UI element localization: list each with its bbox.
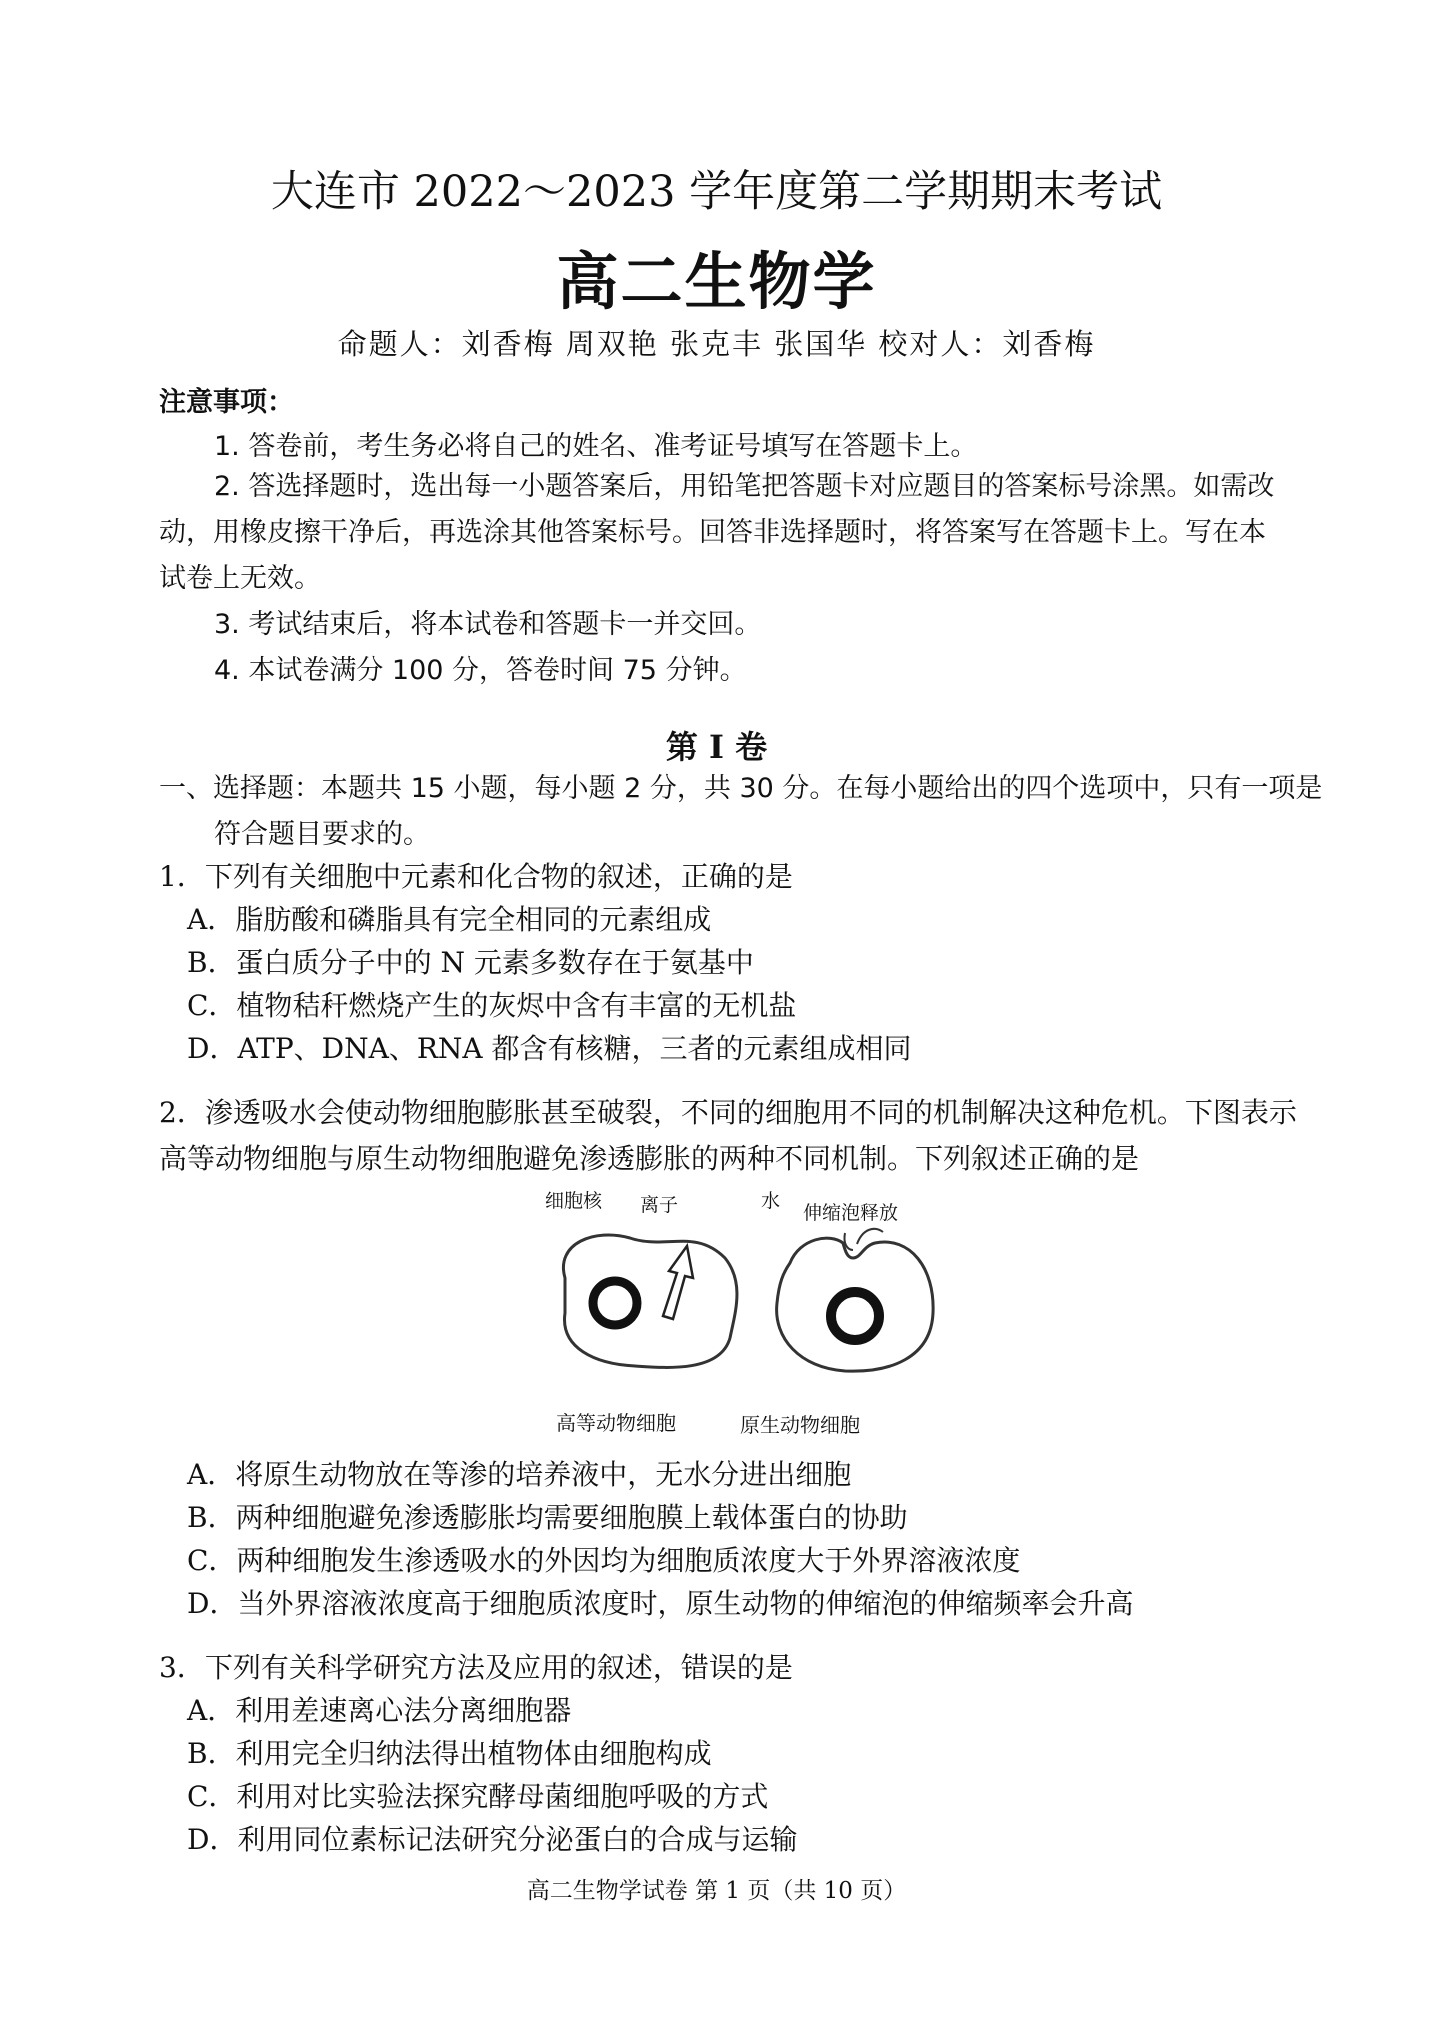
section-heading: 第 I 卷 [665, 728, 768, 766]
subject-title: 高二生物学 [556, 245, 877, 318]
protozoan-cell-outline [777, 1238, 934, 1371]
question-3-option-a: A．利用差速离心法分离细胞器 [187, 1694, 572, 1727]
question-1-option-a: A．脂肪酸和磷脂具有完全相同的元素组成 [187, 903, 712, 936]
notice-item-3: 3. 考试结束后，将本试卷和答题卡一并交回。 [214, 609, 762, 640]
question-1-stem: 1．下列有关细胞中元素和化合物的叙述，正确的是 [159, 860, 793, 893]
authors-line: 命题人：刘香梅 周双艳 张克丰 张国华 校对人：刘香梅 [337, 327, 1096, 361]
question-1-option-b: B．蛋白质分子中的 N 元素多数存在于氨基中 [187, 946, 754, 979]
question-3-stem: 3．下列有关科学研究方法及应用的叙述，错误的是 [159, 1651, 793, 1684]
label-vacuole-release: 伸缩泡释放 [803, 1202, 899, 1224]
question-2-option-a: A．将原生动物放在等渗的培养液中，无水分进出细胞 [187, 1458, 852, 1491]
question-2-stem: 2．渗透吸水会使动物细胞膨胀甚至破裂，不同的细胞用不同的机制解决这种危机。下图表示高等动物细胞与原生动物细胞避免渗透膨胀的两种不同机制。下列叙述正确的是 [159, 1096, 1297, 1175]
ion-arrow [663, 1246, 693, 1319]
question-2-option-c: C．两种细胞发生渗透吸水的外因均为细胞质浓度大于外界溶液浓度 [187, 1544, 1021, 1577]
label-nucleus: 细胞核 [545, 1190, 603, 1212]
question-2-option-b: B．两种细胞避免渗透膨胀均需要细胞膜上载体蛋白的协助 [187, 1501, 908, 1534]
question-3-option-b: B．利用完全归纳法得出植物体由细胞构成 [187, 1737, 712, 1770]
page-footer: 高二生物学试卷 第 1 页（共 10 页） [526, 1878, 907, 1904]
question-3-option-c: C．利用对比实验法探究酵母菌细胞呼吸的方式 [187, 1780, 769, 1813]
caption-protozoan-cell: 原生动物细胞 [740, 1413, 860, 1437]
exam-title: 大连市 2022～2023 学年度第二学期期末考试 [270, 167, 1163, 217]
question-2-option-d: D．当外界溶液浓度高于细胞质浓度时，原生动物的伸缩泡的伸缩频率会升高 [187, 1587, 1134, 1620]
question-3-option-d: D．利用同位素标记法研究分泌蛋白的合成与运输 [187, 1823, 798, 1856]
notice-item-4: 4. 本试卷满分 100 分，答卷时间 75 分钟。 [214, 655, 747, 686]
protozoan-cell-nucleus [831, 1292, 879, 1340]
label-ion: 离子 [640, 1194, 679, 1216]
section-intro: 一、选择题：本题共 15 小题，每小题 2 分，共 30 分。在每小题给出的四个选项中，只有一项是符合题目要求的。 [159, 773, 1323, 850]
label-water: 水 [761, 1190, 781, 1212]
higher-animal-cell-nucleus [593, 1281, 637, 1325]
notice-heading: 注意事项： [159, 387, 294, 418]
caption-higher-animal-cell: 高等动物细胞 [556, 1411, 676, 1435]
question-1-option-d: D．ATP、DNA、RNA 都含有核糖，三者的元素组成相同 [187, 1032, 912, 1065]
notice-item-1: 1. 答卷前，考生务必将自己的姓名、准考证号填写在答题卡上。 [214, 431, 978, 462]
notice-item-2: 2. 答选择题时，选出每一小题答案后，用铅笔把答题卡对应题目的答案标号涂黑。如需改动，用橡皮擦干净后，再选涂其他答案标号。回答非选择题时，将答案写在答题卡上。写在本试卷上无效。 [159, 471, 1275, 594]
question-1-option-c: C．植物秸秆燃烧产生的灰烬中含有丰富的无机盐 [187, 989, 797, 1022]
osmosis-diagram [545, 1188, 950, 1398]
